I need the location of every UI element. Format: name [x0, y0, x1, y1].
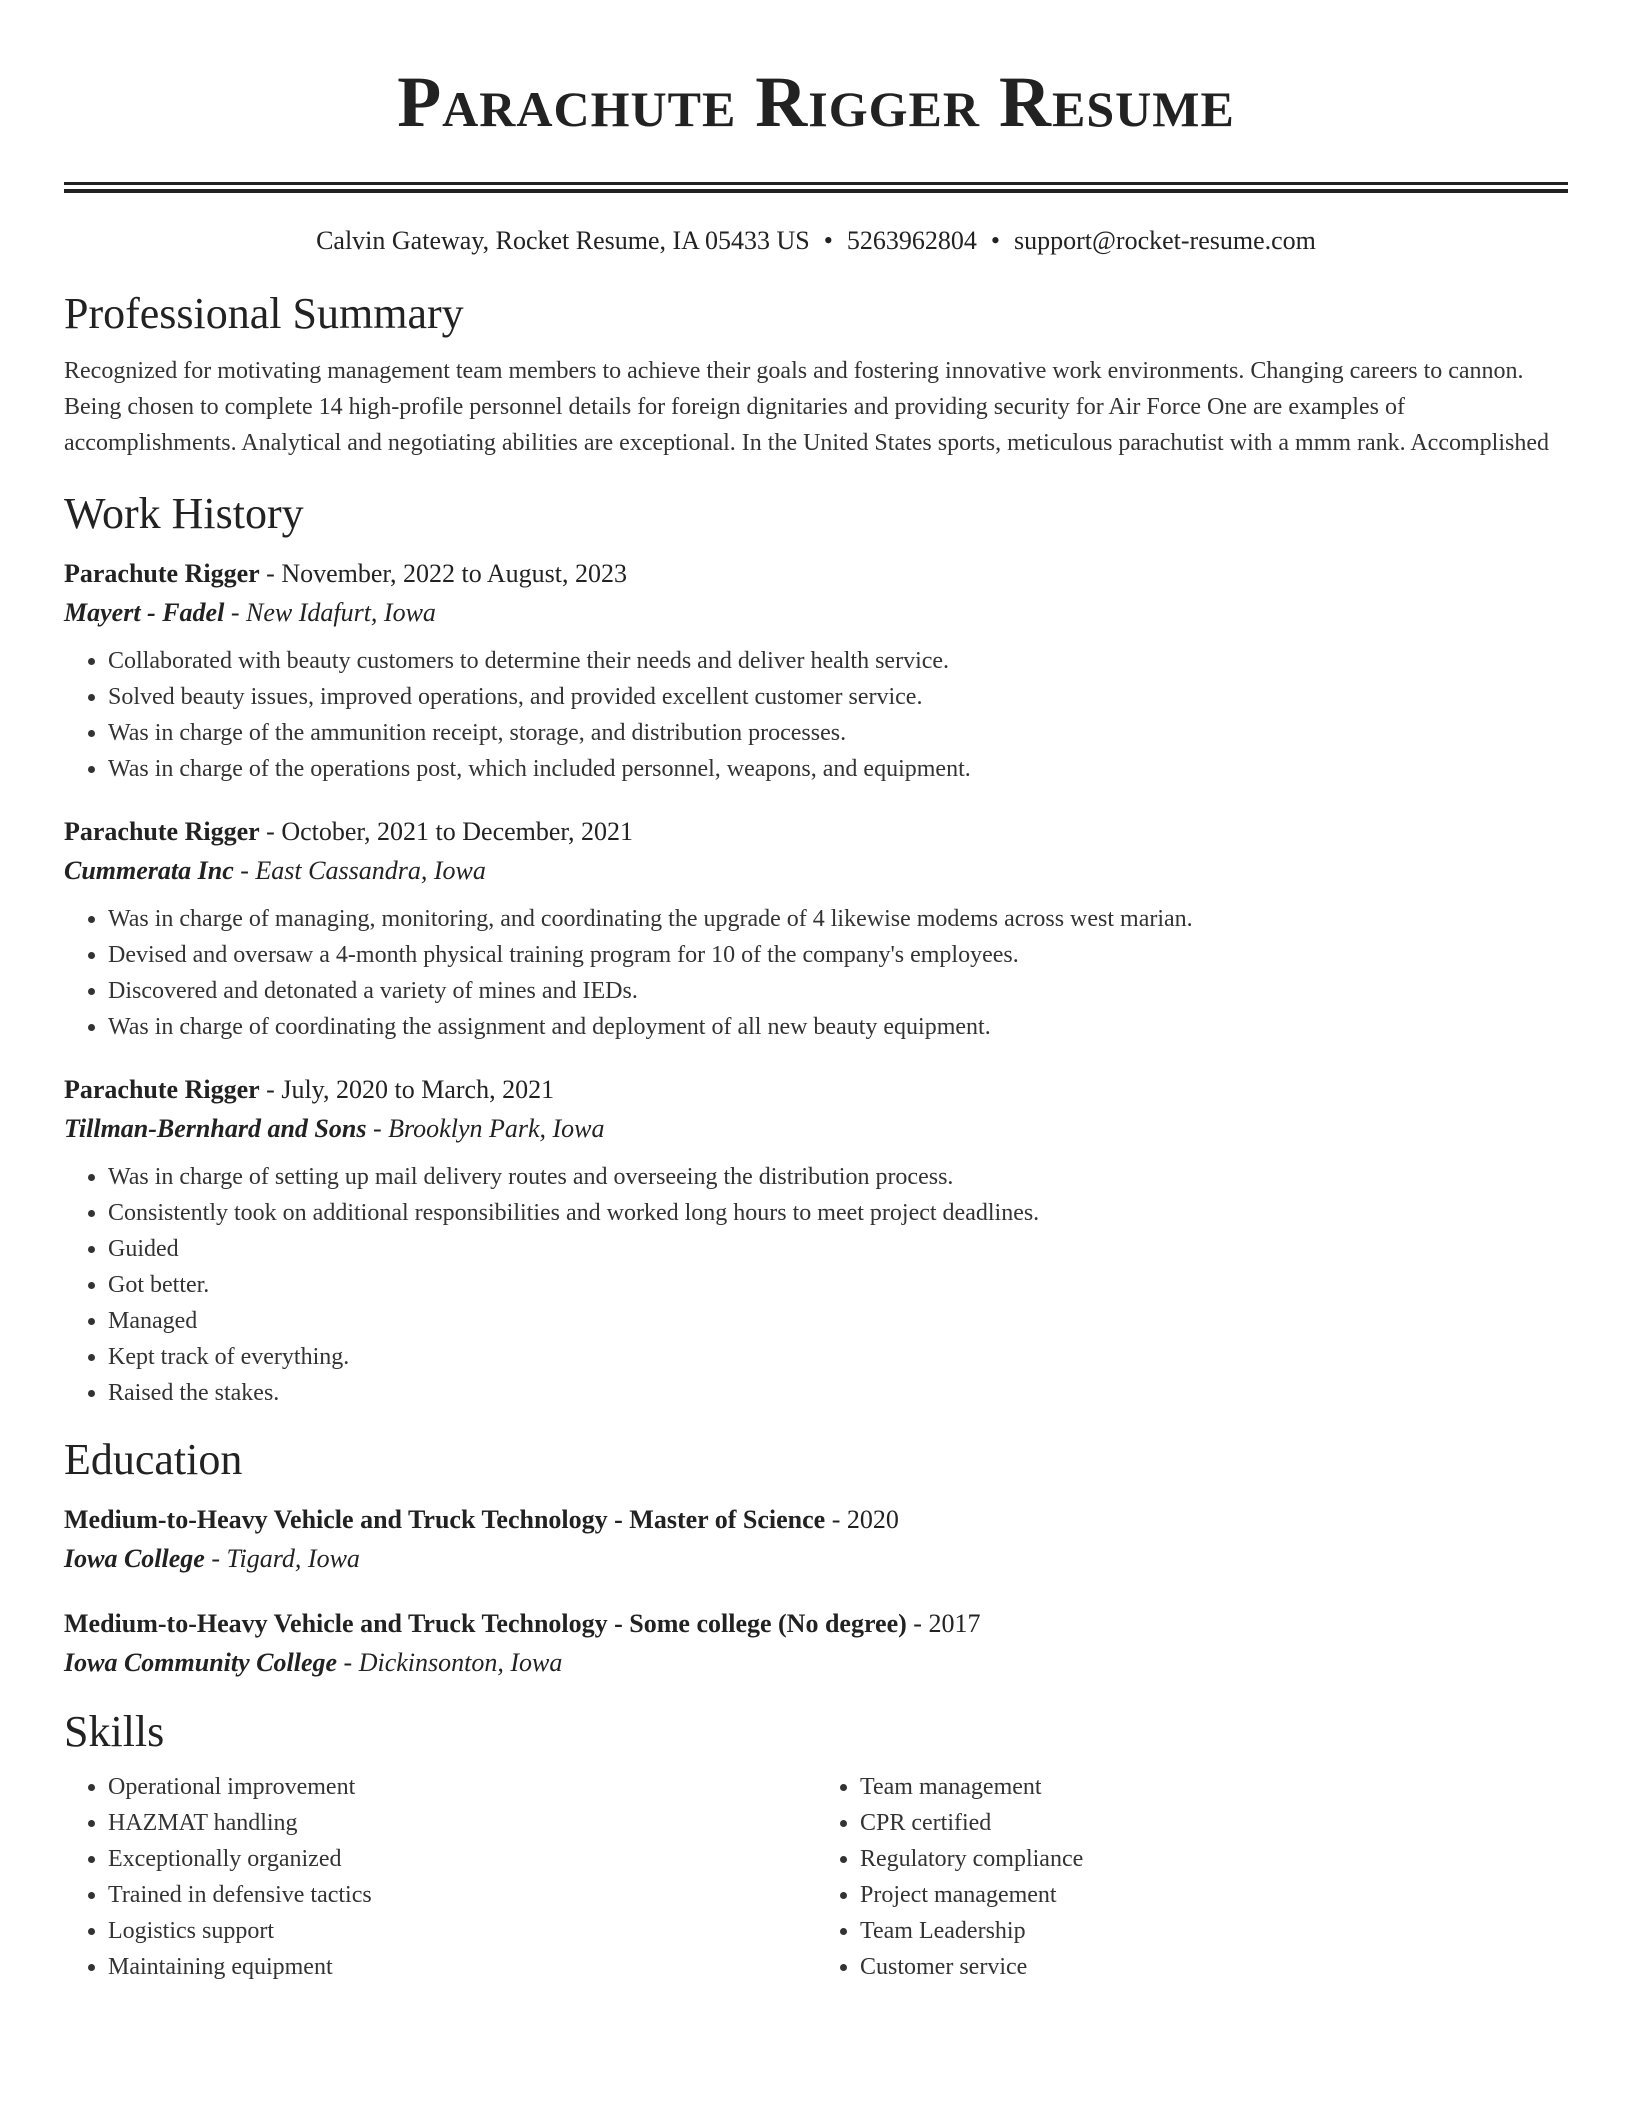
job-duty: • Was in charge of managing, monitoring, and coordinating the upgrade of 4 likewise modems across west marian. [108, 901, 1568, 937]
job-duty: • Discovered and detonated a variety of mines and IEDs. [108, 973, 1568, 1009]
degree-dash: - [825, 1505, 847, 1534]
education-section [64, 1433, 1568, 1683]
job-location: New Idafurt, Iowa [245, 598, 436, 627]
job-title: Parachute Rigger [64, 559, 260, 588]
job-duties [64, 1159, 1568, 1411]
job-company-line [64, 851, 1568, 891]
skill-item: • Operational improvement [108, 1769, 816, 1805]
job-company-line [64, 1109, 1568, 1149]
school: Iowa Community College [64, 1648, 338, 1677]
job-company: Tillman-Bernhard and Sons [64, 1114, 367, 1143]
skills-right-column [816, 1769, 1568, 1985]
job-duty: • Managed [108, 1303, 1568, 1339]
skill-item: • Logistics support [108, 1913, 816, 1949]
education-entry [64, 1605, 1568, 1683]
education-entry [64, 1501, 1568, 1579]
job-company: Cummerata Inc [64, 856, 234, 885]
skill-item: • Team Leadership [860, 1913, 1568, 1949]
skill-item: • HAZMAT handling [108, 1805, 816, 1841]
school: Iowa College [64, 1544, 205, 1573]
job-title-line [64, 1071, 1568, 1109]
school-location: Dickinsonton, Iowa [358, 1648, 563, 1677]
job-dash: - [259, 1075, 282, 1104]
page-title: Parachute Rigger Resume [397, 62, 1235, 142]
job-duty: • Devised and oversaw a 4-month physical training program for 10 of the company's employees. [108, 937, 1568, 973]
summary-heading: Professional Summary [64, 289, 464, 338]
job-duties [64, 643, 1568, 787]
skill-item: • Team management [860, 1769, 1568, 1805]
skill-item: • Project management [860, 1877, 1568, 1913]
job-entry [64, 555, 1568, 787]
job-entry [64, 1071, 1568, 1411]
skill-item: • Exceptionally organized [108, 1841, 816, 1877]
education-heading: Education [64, 1435, 243, 1484]
job-entry [64, 813, 1568, 1045]
degree-year: 2020 [846, 1505, 899, 1534]
skills-columns [64, 1769, 1568, 1985]
degree-year: 2017 [928, 1609, 981, 1638]
school-location: Tigard, Iowa [226, 1544, 360, 1573]
skill-item: • Regulatory compliance [860, 1841, 1568, 1877]
job-company-line [64, 593, 1568, 633]
degree: Medium-to-Heavy Vehicle and Truck Technology - Master of Science [64, 1505, 826, 1534]
job-dates: July, 2020 to March, 2021 [281, 1075, 555, 1104]
job-dash: - [233, 856, 256, 885]
title-double-rule [64, 182, 1568, 193]
job-title: Parachute Rigger [64, 817, 260, 846]
job-location: East Cassandra, Iowa [255, 856, 486, 885]
school-dash: - [204, 1544, 227, 1573]
degree-line [64, 1605, 1568, 1643]
skill-item: • Trained in defensive tactics [108, 1877, 816, 1913]
job-duty: • Guided [108, 1231, 1568, 1267]
skill-item: • Maintaining equipment [108, 1949, 816, 1985]
job-title: Parachute Rigger [64, 1075, 260, 1104]
degree-dash: - [906, 1609, 929, 1638]
job-duty: • Was in charge of setting up mail delivery routes and overseeing the distribution process. [108, 1159, 1568, 1195]
job-dash: - [366, 1114, 389, 1143]
job-duty: • Was in charge of the ammunition receipt, storage, and distribution processes. [108, 715, 1568, 751]
skills-section [64, 1705, 1568, 1985]
skills-heading: Skills [64, 1707, 165, 1756]
job-title-line [64, 555, 1568, 593]
school-dash: - [337, 1648, 359, 1677]
degree: Medium-to-Heavy Vehicle and Truck Technology - Some college (No degree) [64, 1609, 907, 1638]
job-dash: - [224, 598, 246, 627]
job-duty: • Solved beauty issues, improved operations, and provided excellent customer service. [108, 679, 1568, 715]
skills-left-column [64, 1769, 816, 1985]
job-duty: • Raised the stakes. [108, 1375, 1568, 1411]
school-line [64, 1539, 1568, 1579]
summary-text: Recognized for motivating management team members to achieve their goals and fostering innovative work environments. Changing careers to cannon. Being chosen to complete 14 high-profile personnel details for foreign dignitaries and providing security for Air Force One are examples of accomplishments. Analytical and negotiating abilities are exceptional. In the United States sports, meticulous parachutist with a mmm rank. Accomplished [64, 358, 1549, 456]
job-title-line [64, 813, 1568, 851]
job-company: Mayert - Fadel [64, 598, 225, 627]
degree-line [64, 1501, 1568, 1539]
contact-separator: • [990, 226, 1000, 255]
job-location: Brooklyn Park, Iowa [388, 1114, 605, 1143]
job-duty: • Collaborated with beauty customers to determine their needs and deliver health service. [108, 643, 1568, 679]
job-dash: - [259, 559, 282, 588]
job-dates: November, 2022 to August, 2023 [281, 559, 627, 588]
work-history-section [64, 487, 1568, 1411]
job-duties [64, 901, 1568, 1045]
contact-line [64, 225, 1568, 257]
contact-separator: • [823, 226, 833, 255]
school-line [64, 1643, 1568, 1683]
job-duty: • Consistently took on additional responsibilities and worked long hours to meet project deadlines. [108, 1195, 1568, 1231]
contact-email: support@rocket-resume.com [1013, 226, 1316, 255]
job-duty: • Was in charge of coordinating the assignment and deployment of all new beauty equipment. [108, 1009, 1568, 1045]
job-dates: October, 2021 to December, 2021 [281, 817, 634, 846]
skill-item: • CPR certified [860, 1805, 1568, 1841]
job-duty: • Kept track of everything. [108, 1339, 1568, 1375]
job-duty: • Was in charge of the operations post, which included personnel, weapons, and equipment. [108, 751, 1568, 787]
summary-section [64, 287, 1568, 461]
work-history-heading: Work History [64, 489, 304, 538]
job-duty: • Got better. [108, 1267, 1568, 1303]
job-dash: - [259, 817, 282, 846]
contact-address: Calvin Gateway, Rocket Resume, IA 05433 US [316, 226, 810, 255]
skill-item: • Customer service [860, 1949, 1568, 1985]
contact-phone: 5263962804 [846, 226, 977, 255]
